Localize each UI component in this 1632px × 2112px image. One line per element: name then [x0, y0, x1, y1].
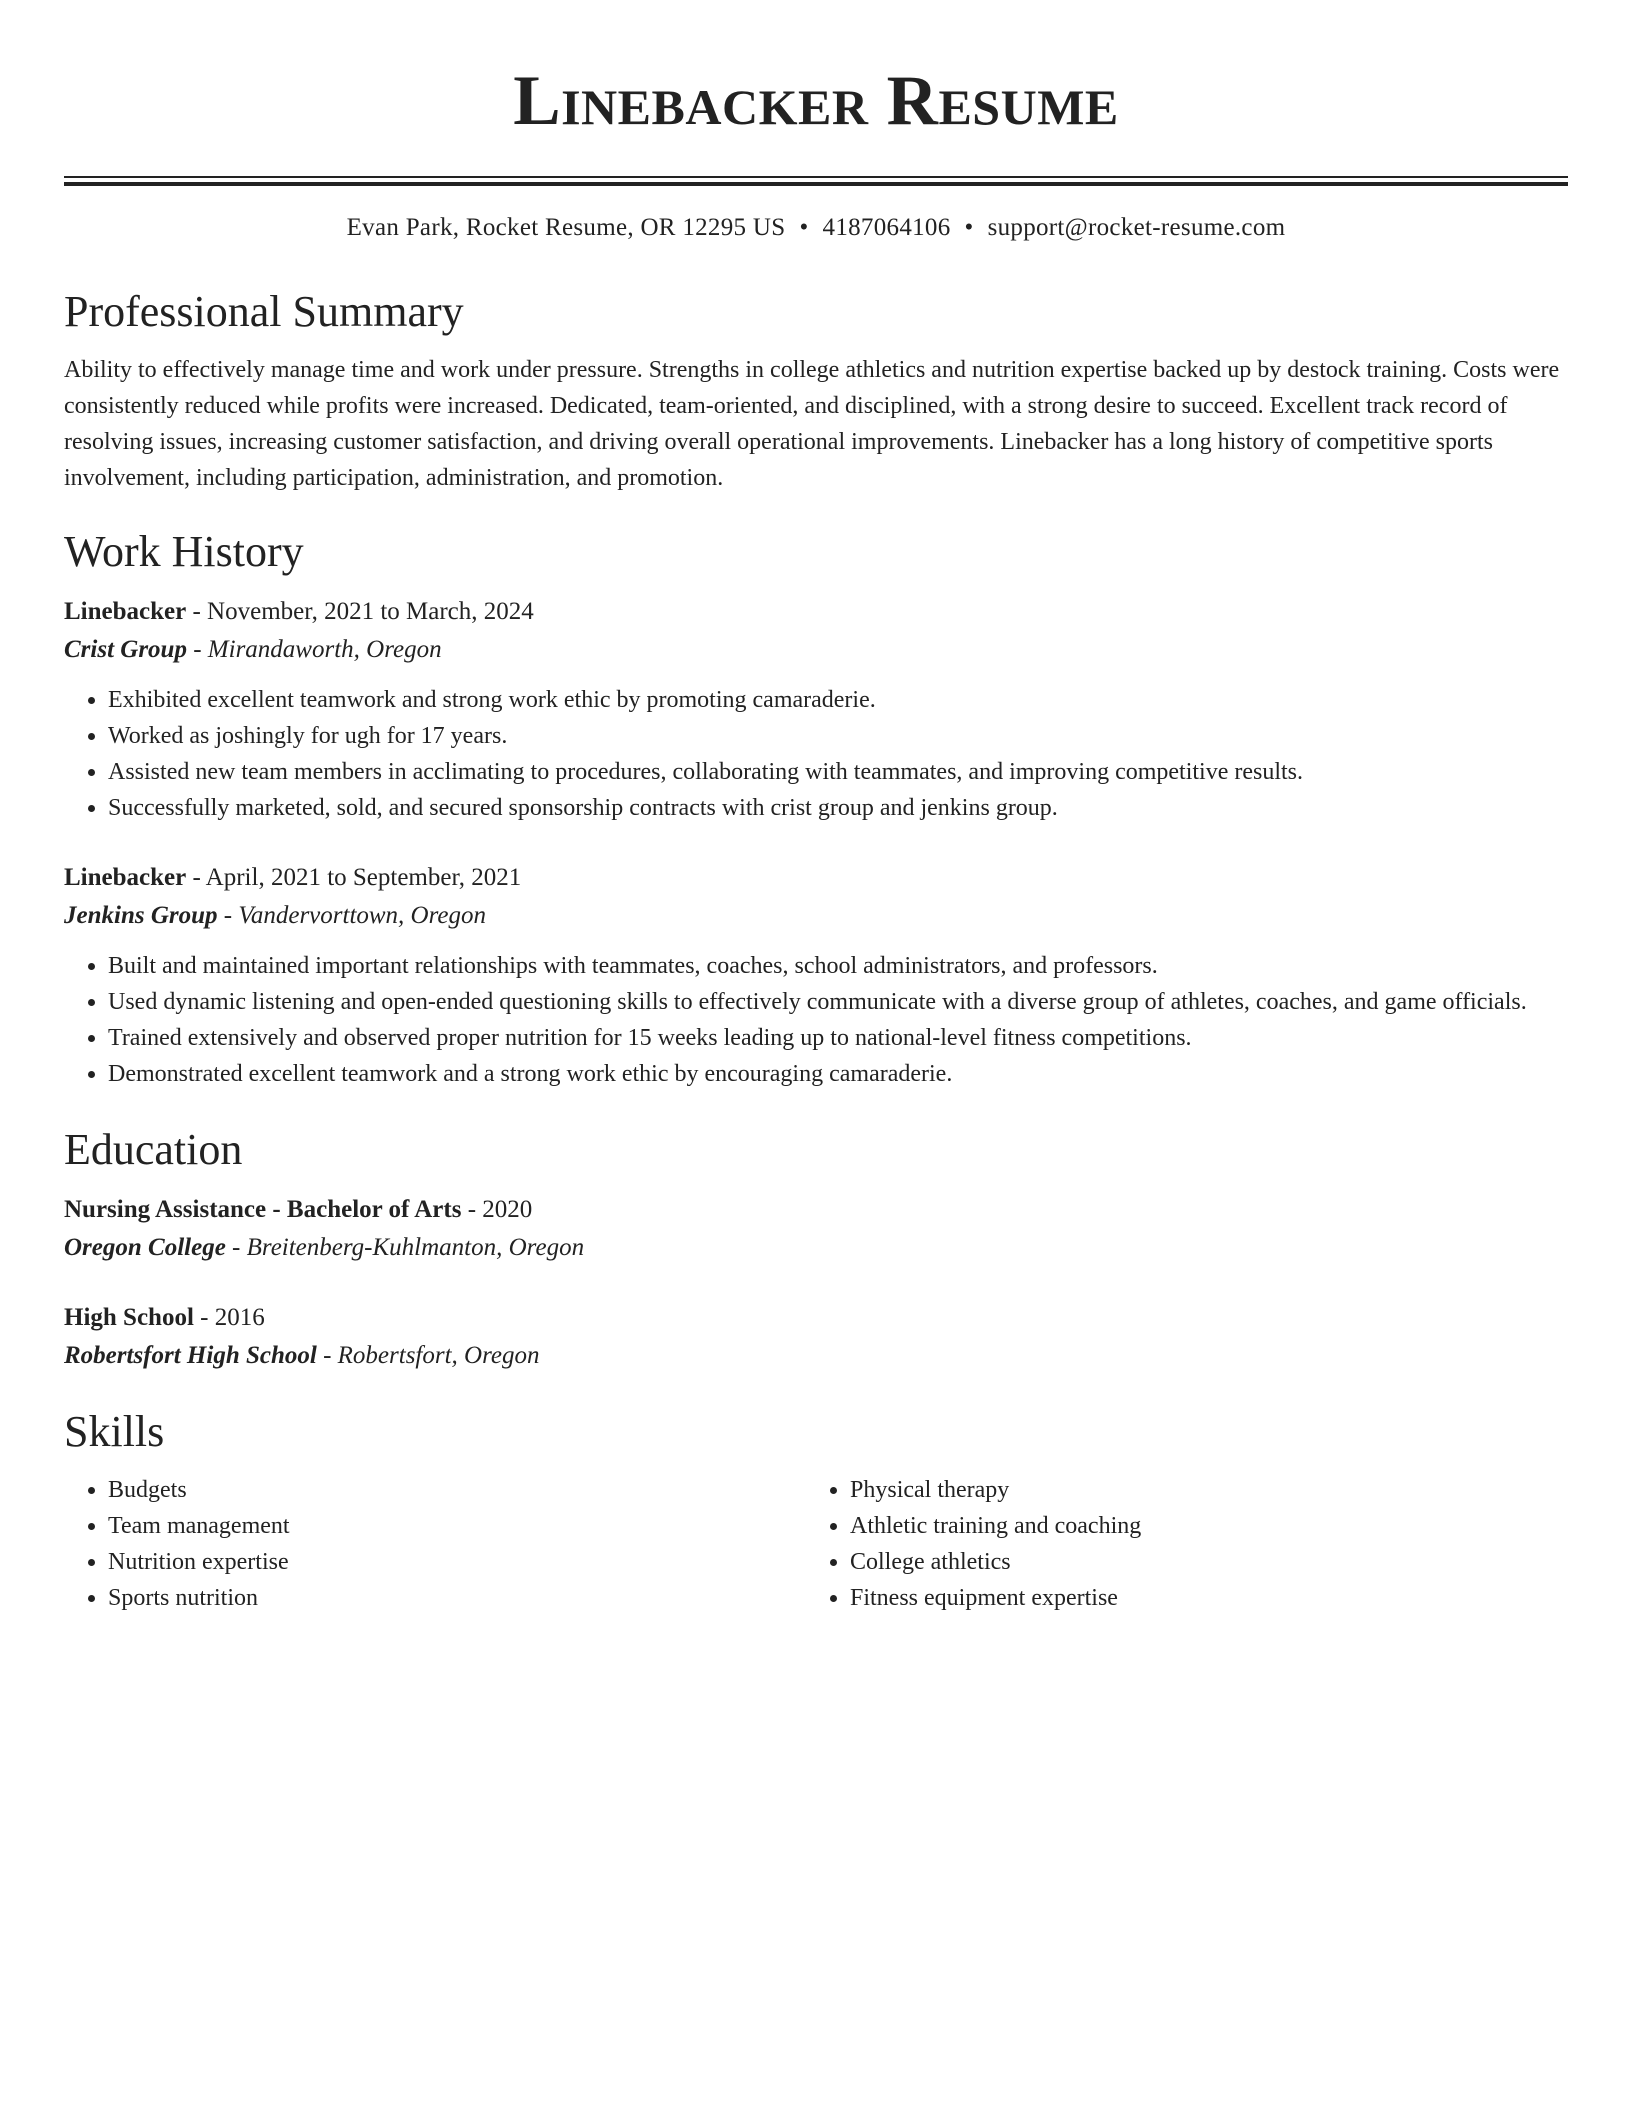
education-entry — [64, 1192, 1568, 1266]
education-heading: Education — [64, 1125, 243, 1174]
school-name: Robertsfort High School — [64, 1342, 317, 1369]
degree-line — [64, 1300, 1568, 1338]
dash: - — [186, 864, 206, 891]
company-line — [64, 632, 1568, 668]
school-location: Breitenberg-Kuhlmanton, Oregon — [246, 1234, 585, 1261]
skill-item: • Sports nutrition — [108, 1580, 806, 1616]
skills-heading: Skills — [64, 1407, 165, 1456]
skill-item: • Athletic training and coaching — [850, 1508, 1548, 1544]
list-item: • Used dynamic listening and open-ended questioning skills to effectively communicate with a diverse group of athletes, coaches, and game officials. — [108, 984, 1568, 1020]
dash: - — [186, 636, 208, 663]
graduation-year: 2020 — [482, 1196, 533, 1223]
job-entry — [64, 594, 1568, 826]
school-line — [64, 1230, 1568, 1266]
summary-heading: Professional Summary — [64, 287, 464, 336]
list-item: • Exhibited excellent teamwork and strong work ethic by promoting camaraderie. — [108, 682, 1568, 718]
company-line — [64, 898, 1568, 934]
degree-name: High School — [64, 1304, 194, 1331]
company-location: Mirandaworth, Oregon — [207, 636, 442, 663]
company-location: Vandervorttown, Oregon — [238, 902, 487, 929]
skill-item: • College athletics — [850, 1544, 1548, 1580]
company-name: Crist Group — [64, 636, 187, 663]
list-item: • Worked as joshingly for ugh for 17 years. — [108, 718, 1568, 754]
skills-list — [64, 1472, 806, 1616]
resume-title: Linebacker Resume — [513, 62, 1119, 140]
dash: - — [217, 902, 239, 929]
contact-line — [64, 210, 1568, 246]
company-name: Jenkins Group — [64, 902, 218, 929]
contact-separator: • — [964, 214, 974, 241]
school-location: Robertsfort, Oregon — [337, 1342, 540, 1369]
dash: - — [225, 1234, 247, 1261]
job-dates: April, 2021 to September, 2021 — [205, 864, 522, 891]
contact-separator: • — [799, 214, 809, 241]
skills-column-left — [64, 1472, 806, 1616]
title-double-rule — [64, 176, 1568, 186]
job-bullets — [64, 948, 1568, 1092]
job-title-line — [64, 594, 1568, 632]
list-item: • Built and maintained important relationships with teammates, coaches, school administrators, and professors. — [108, 948, 1568, 984]
job-bullets — [64, 682, 1568, 826]
dash: - — [316, 1342, 338, 1369]
dash: - — [461, 1196, 483, 1223]
degree-line — [64, 1192, 1568, 1230]
skill-item: • Budgets — [108, 1472, 806, 1508]
list-item: • Trained extensively and observed proper nutrition for 15 weeks leading up to national-level fitness competitions. — [108, 1020, 1568, 1056]
graduation-year: 2016 — [214, 1304, 265, 1331]
school-line — [64, 1338, 1568, 1374]
dash: - — [193, 1304, 215, 1331]
skill-item: • Nutrition expertise — [108, 1544, 806, 1580]
job-title: Linebacker — [64, 598, 187, 625]
skill-item: • Physical therapy — [850, 1472, 1548, 1508]
job-title: Linebacker — [64, 864, 187, 891]
contact-email: support@rocket-resume.com — [987, 214, 1286, 241]
degree-name: Nursing Assistance - Bachelor of Arts — [64, 1196, 462, 1223]
skills-list — [806, 1472, 1548, 1616]
skills-grid — [64, 1472, 1568, 1616]
contact-address: Evan Park, Rocket Resume, OR 12295 US — [346, 214, 786, 241]
summary-text: Ability to effectively manage time and work under pressure. Strengths in college athletics and nutrition expertise backed up by destock training. Costs were consistently reduced while profits were increased. Dedicated, team-oriented, and disciplined, with a strong desire to succeed. Excellent track record of resolving issues, increasing customer satisfaction, and driving overall operational improvements. Linebacker has a long history of competitive sports involvement, including participation, administration, and promotion. — [64, 357, 1560, 491]
contact-phone: 4187064106 — [822, 214, 951, 241]
list-item: • Demonstrated excellent teamwork and a strong work ethic by encouraging camaraderie. — [108, 1056, 1568, 1092]
dash: - — [186, 598, 208, 625]
skill-item: • Team management — [108, 1508, 806, 1544]
skills-column-right — [806, 1472, 1548, 1616]
job-title-line — [64, 860, 1568, 898]
education-entry — [64, 1300, 1568, 1374]
list-item: • Successfully marketed, sold, and secured sponsorship contracts with crist group and jenkins group. — [108, 790, 1568, 826]
skill-item: • Fitness equipment expertise — [850, 1580, 1548, 1616]
job-entry — [64, 860, 1568, 1092]
school-name: Oregon College — [64, 1234, 226, 1261]
job-dates: November, 2021 to March, 2024 — [207, 598, 534, 625]
work-history-heading: Work History — [64, 527, 304, 576]
list-item: • Assisted new team members in acclimating to procedures, collaborating with teammates, and improving competitive results. — [108, 754, 1568, 790]
